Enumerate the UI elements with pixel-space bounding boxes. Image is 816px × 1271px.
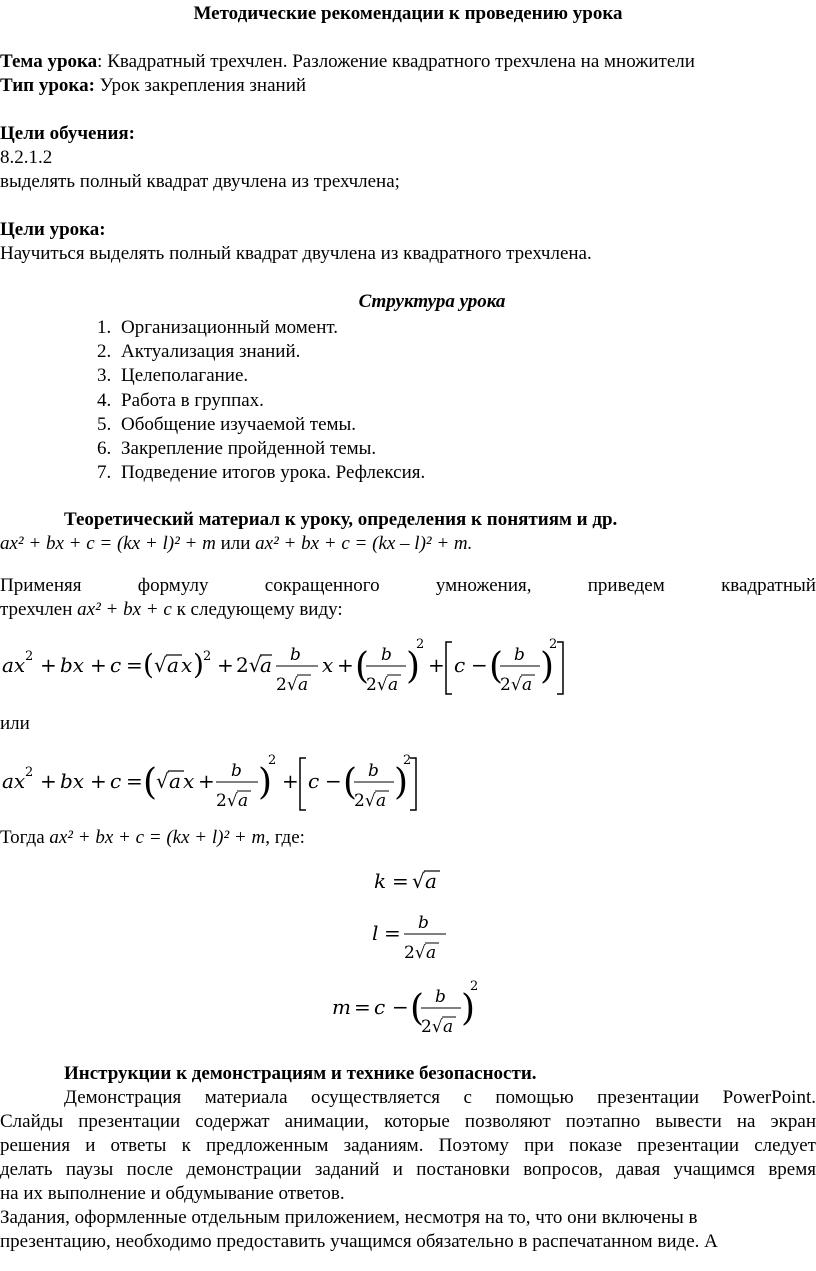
lesson-type-value: Урок закрепления знаний: [94, 75, 307, 96]
theory-heading: Теоретический материал к уроку, определения к понятиям и др.: [64, 509, 618, 530]
word: сокращенного: [264, 575, 380, 596]
then-prefix: Тогда: [0, 827, 50, 848]
svg-text:ax: ax: [2, 769, 26, 793]
svg-text:=: =: [126, 769, 143, 793]
list-item: [97, 364, 425, 388]
list-item-number: 4.: [97, 389, 112, 411]
apply-prefix: трехчлен: [0, 599, 78, 620]
list-item-number: 3.: [97, 365, 112, 387]
list-item: [97, 413, 425, 437]
svg-text:2√: 2√: [366, 675, 388, 695]
svg-text:a: a: [260, 653, 272, 677]
svg-text:+: +: [90, 769, 107, 793]
svg-text:2√: 2√: [236, 653, 262, 677]
topic-line: [0, 50, 695, 74]
svg-text:): ): [461, 988, 476, 1029]
svg-text:=: =: [354, 995, 371, 1019]
svg-text:2: 2: [25, 765, 34, 780]
svg-text:2√: 2√: [404, 943, 426, 963]
formula-expansion-2: [0, 744, 440, 816]
svg-text:a: a: [238, 791, 249, 811]
svg-text:b: b: [418, 913, 429, 933]
svg-text:−: −: [325, 769, 342, 793]
svg-text:a: a: [298, 675, 309, 695]
instructions-line: Слайды презентации содержат анимации, которые позволяют поэтапно вывести на экран: [0, 1111, 816, 1132]
svg-text:+: +: [217, 653, 234, 677]
apply-expr: ax² + bx + c: [77, 599, 172, 620]
svg-text:√: √: [154, 653, 167, 677]
svg-text:b: b: [290, 645, 301, 665]
svg-text:+: +: [90, 653, 107, 677]
svg-text:b: b: [435, 987, 446, 1007]
svg-text:c: c: [308, 769, 320, 793]
list-item-number: 1.: [97, 317, 112, 338]
svg-text:l: l: [372, 921, 379, 945]
topic-value: : Квадратный трехчлен. Разложение квадратного трехчлена на множители: [97, 51, 695, 72]
lesson-type-line: [0, 74, 306, 98]
svg-text:2: 2: [25, 649, 34, 664]
svg-text:2√: 2√: [421, 1017, 443, 1037]
svg-text:(: (: [355, 646, 370, 687]
instructions-heading: Инструкции к демонстрациям и технике безопасности.: [64, 1063, 537, 1084]
list-item-text: Подведение итогов урока. Рефлексия.: [121, 462, 426, 484]
formula-or: или: [215, 533, 256, 554]
word: квадратный: [721, 575, 816, 596]
formula-l: [366, 902, 456, 968]
list-item-number: 5.: [97, 413, 112, 435]
list-item: [97, 340, 425, 364]
svg-text:+: +: [428, 653, 445, 677]
svg-text:ax: ax: [2, 653, 26, 677]
list-item: [97, 437, 425, 461]
formula-expansion-1: [0, 628, 590, 700]
learning-goal-text: выделять полный квадрат двучлена из трехчлена;: [0, 171, 400, 192]
list-item-number: 6.: [97, 437, 112, 459]
svg-text:c: c: [110, 653, 122, 677]
svg-text:2√: 2√: [216, 791, 238, 811]
instructions-line: решения и ответы к предложенным заданиям. Поэтому при показе презентации следует: [0, 1135, 816, 1156]
formula-b: ax² + bx + c = (kx – l)² + m.: [255, 533, 473, 554]
svg-text:): ): [406, 646, 421, 687]
list-item: [97, 461, 425, 485]
svg-text:2: 2: [549, 637, 558, 652]
svg-text:c: c: [374, 995, 386, 1019]
svg-text:(: (: [343, 762, 358, 803]
svg-text:−: −: [392, 995, 409, 1019]
svg-text:m: m: [332, 995, 351, 1019]
list-item-text: Обобщение изучаемой темы.: [121, 413, 357, 435]
svg-text:2√: 2√: [354, 791, 376, 811]
svg-text:b: b: [381, 645, 392, 665]
list-item: [97, 316, 425, 340]
instructions-line: Демонстрация материала осуществляется с помощью презентации PowerPoint.: [64, 1087, 816, 1108]
list-item-text: Закрепление пройденной темы.: [121, 437, 377, 459]
svg-text:+: +: [40, 769, 57, 793]
instructions-line: делать паузы после демонстрации заданий и постановки вопросов, давая учащимся время: [0, 1159, 816, 1180]
svg-text:+: +: [40, 653, 57, 677]
word: формулу: [137, 575, 209, 596]
instructions-line: Задания, оформленные отдельным приложением, несмотря на то, что они включены в: [0, 1207, 698, 1228]
lesson-type-label: Тип урока:: [0, 75, 95, 96]
or-word: или: [0, 713, 30, 734]
theory-formula-line: [0, 532, 472, 556]
svg-text:2: 2: [203, 649, 212, 664]
svg-text:√: √: [412, 869, 425, 893]
list-item-number: 2.: [97, 341, 112, 363]
svg-text:+: +: [337, 653, 354, 677]
lesson-goal-text: Научиться выделять полный квадрат двучлена из квадратного трехчлена.: [0, 243, 592, 264]
list-item: [97, 389, 425, 413]
svg-text:): ): [394, 762, 409, 803]
svg-text:√: √: [156, 769, 169, 793]
svg-text:(: (: [489, 646, 504, 687]
svg-text:+: +: [198, 769, 215, 793]
svg-text:a: a: [169, 769, 181, 793]
svg-text:(: (: [410, 988, 425, 1029]
svg-text:2√: 2√: [276, 675, 298, 695]
svg-text:x: x: [322, 653, 334, 677]
svg-text:=: =: [392, 869, 409, 893]
apply-line-1: [0, 574, 816, 598]
instructions-line: презентацию, необходимо предоставить учащимся обязательно в распечатанном виде. А: [0, 1231, 718, 1252]
svg-text:2: 2: [403, 753, 412, 768]
svg-text:a: a: [388, 675, 399, 695]
svg-text:a: a: [425, 869, 437, 893]
list-item-number: 7.: [97, 462, 112, 484]
word: умножения,: [435, 575, 532, 596]
svg-text:2: 2: [416, 637, 425, 652]
svg-text:b: b: [231, 761, 242, 781]
structure-list: [97, 316, 425, 485]
list-item-text: Организационный момент.: [121, 317, 338, 338]
then-expr: ax² + bx + c = (kx + l)² + m: [49, 827, 266, 848]
svg-text:a: a: [376, 791, 387, 811]
svg-text:2√: 2√: [500, 675, 522, 695]
structure-heading: Структура урока: [358, 291, 506, 312]
apply-suffix: к следующему виду:: [171, 599, 343, 620]
then-line: [0, 826, 305, 850]
svg-text:a: a: [443, 1017, 454, 1037]
list-item-text: Актуализация знаний.: [121, 341, 301, 363]
svg-text:(: (: [143, 648, 154, 681]
svg-text:a: a: [522, 675, 533, 695]
word: приведем: [587, 575, 665, 596]
svg-text:): ): [258, 762, 273, 803]
svg-text:a: a: [426, 943, 437, 963]
learning-goals-heading: Цели обучения:: [0, 123, 135, 144]
svg-text:a: a: [167, 653, 179, 677]
svg-text:−: −: [471, 653, 488, 677]
svg-text:): ): [540, 646, 555, 687]
svg-text:bx: bx: [60, 769, 85, 793]
instructions-line: на их выполнение и обдумывание ответов.: [0, 1183, 345, 1204]
svg-text:): ): [193, 648, 204, 681]
svg-text:(: (: [143, 762, 158, 803]
svg-text:b: b: [514, 645, 525, 665]
svg-text:c: c: [454, 653, 466, 677]
svg-text:b: b: [368, 761, 379, 781]
document-title: Методические рекомендации к проведению урока: [193, 3, 623, 24]
formula-m: [330, 970, 490, 1040]
svg-text:x: x: [181, 653, 193, 677]
svg-text:c: c: [110, 769, 122, 793]
svg-text:+: +: [282, 769, 299, 793]
svg-text:=: =: [126, 653, 143, 677]
formula-a: ax² + bx + c = (kx + l)² + m: [0, 533, 216, 554]
learning-goal-code: 8.2.1.2: [0, 147, 53, 168]
word: Применяя: [0, 575, 82, 596]
lesson-goals-heading: Цели урока:: [0, 219, 106, 240]
svg-text:k: k: [374, 869, 387, 893]
topic-label: Тема урока: [0, 51, 98, 72]
then-suffix: , где:: [265, 827, 305, 848]
svg-text:bx: bx: [60, 653, 85, 677]
apply-line-2: [0, 598, 343, 622]
svg-text:2: 2: [470, 979, 479, 994]
list-item-text: Целеполагание.: [121, 365, 249, 387]
list-item-text: Работа в группах.: [121, 389, 264, 411]
svg-text:x: x: [183, 769, 195, 793]
svg-text:2: 2: [268, 753, 277, 768]
svg-text:=: =: [384, 921, 401, 945]
formula-k: [370, 862, 460, 898]
